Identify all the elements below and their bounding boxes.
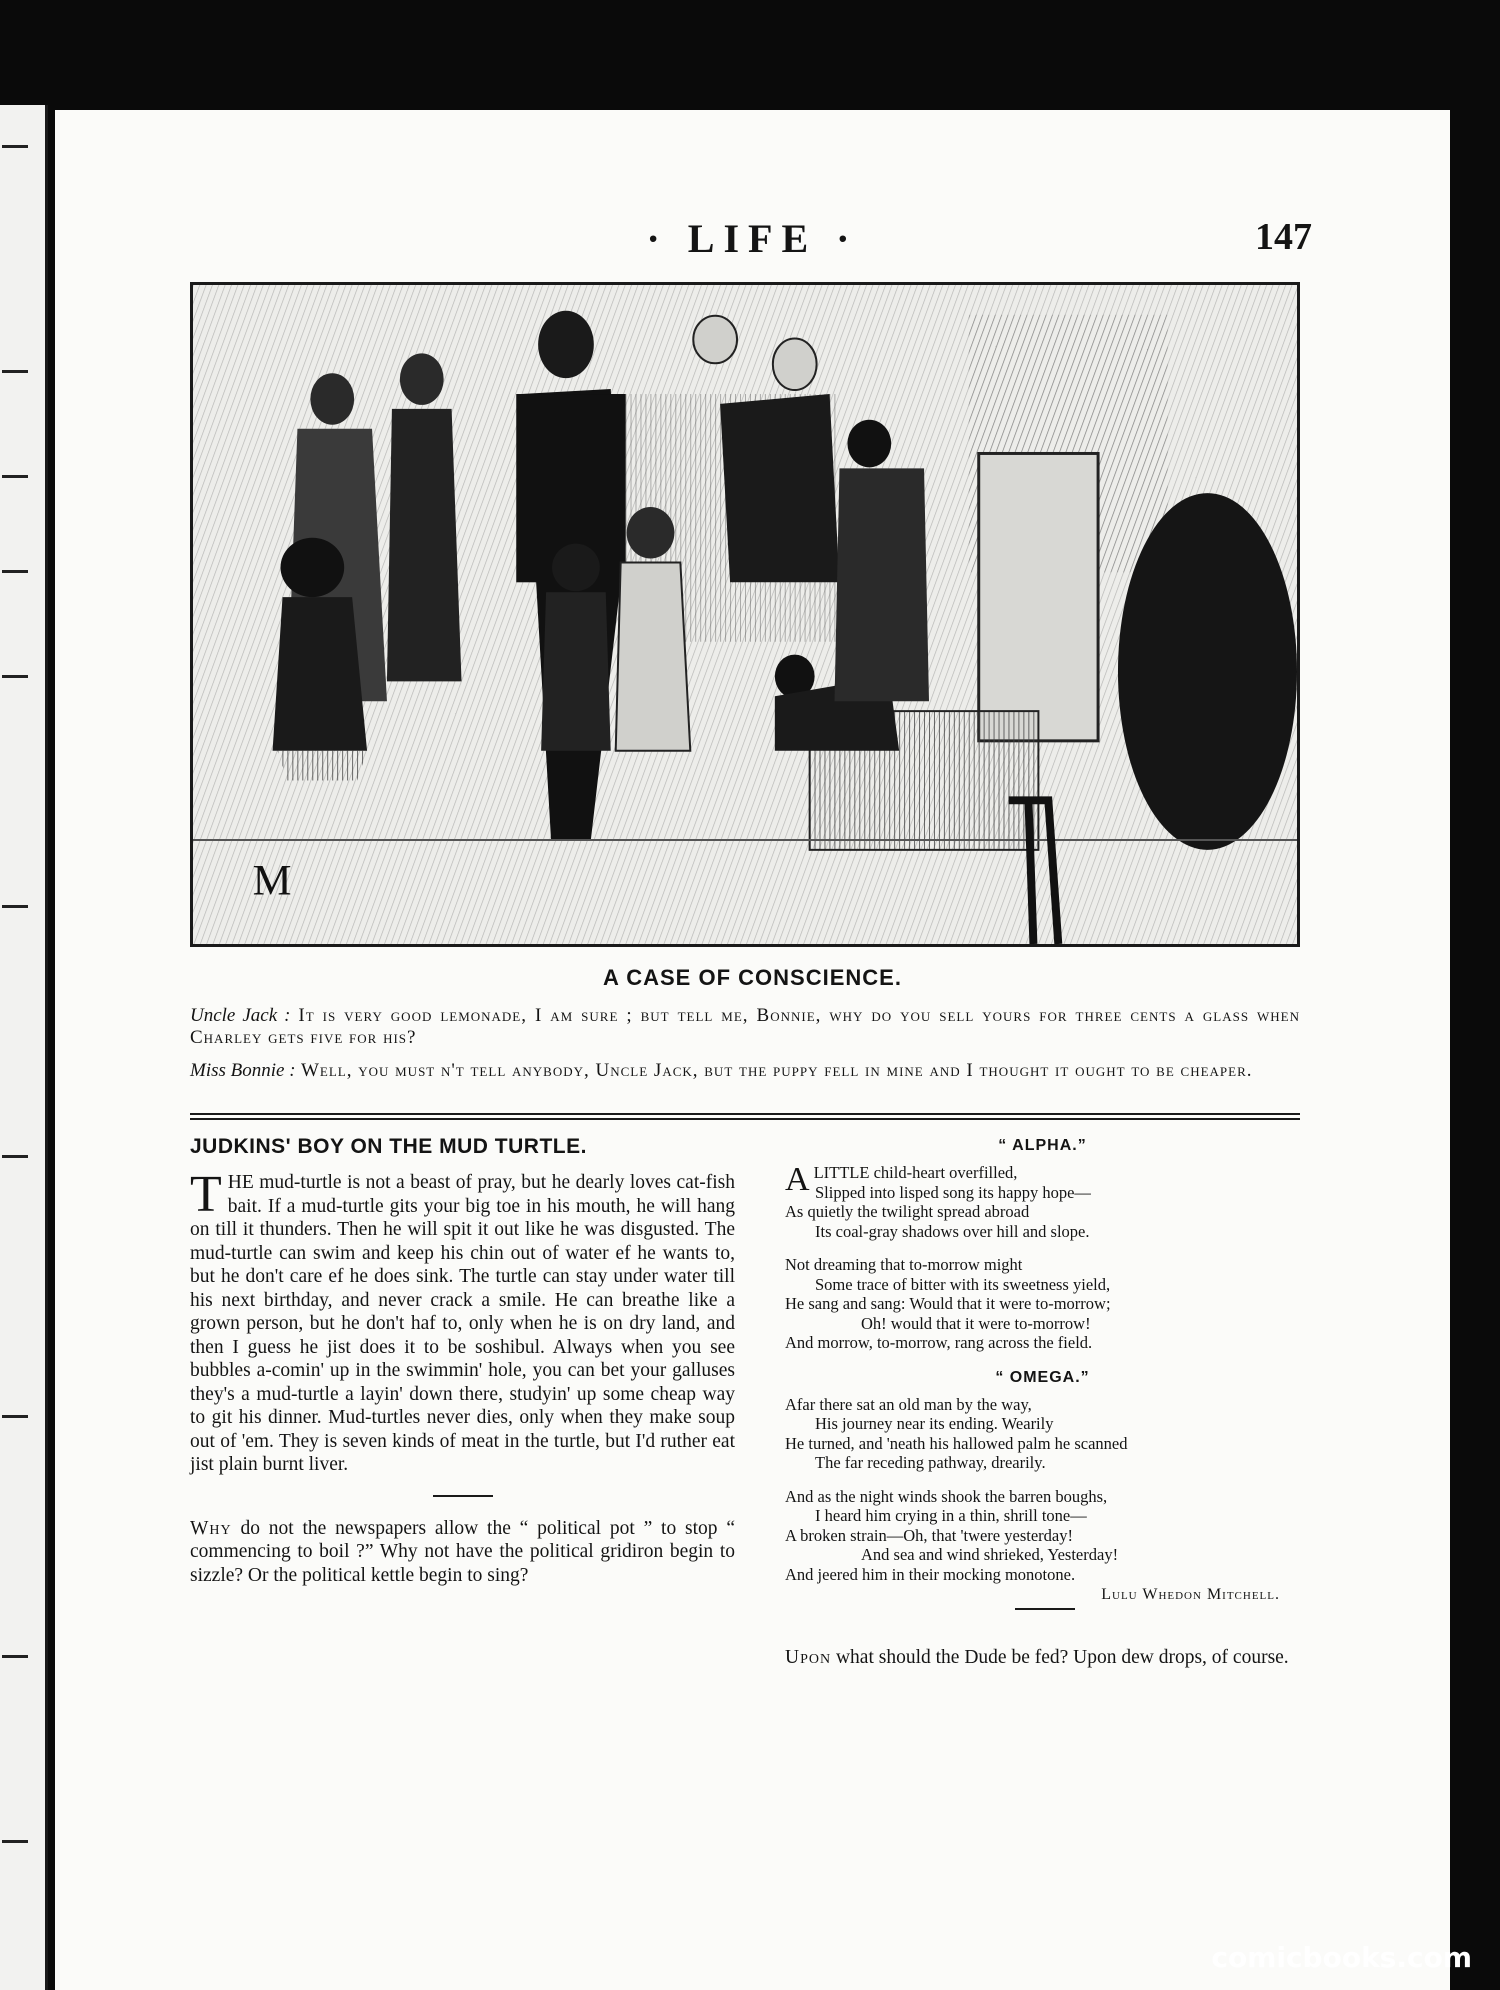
article-body <box>190 1166 735 1477</box>
poem-line: Its coal-gray shadows over hill and slope. <box>815 1221 1090 1241</box>
poem-line: Slipped into lisped song its happy hope— <box>815 1182 1091 1202</box>
poem-drop-cap: A <box>785 1161 810 1198</box>
poem-line: Not dreaming that to-morrow might <box>785 1255 1023 1274</box>
cartoon-title: A CASE OF CONSCIENCE. <box>603 965 902 990</box>
right-column <box>785 1135 1300 1670</box>
note-text: what should the Dude be fed? Upon dew drops, of course. <box>831 1647 1289 1668</box>
poem-title-alpha: “ ALPHA.” <box>998 1137 1087 1154</box>
page-number: 147 <box>1255 216 1312 258</box>
speaker-miss-bonnie: Miss Bonnie : <box>190 1060 296 1081</box>
dialogue-miss-bonnie <box>190 1060 1300 1082</box>
poem-line: ALITTLE child-heart overfilled, <box>785 1161 1018 1198</box>
paragraph-text: do not the newspapers allow the “ political pot ” to stop “ commencing to boil ?” Why not have the political gridiron begin to sizzle? Or the political kettle begin to sing? <box>190 1517 735 1586</box>
poem-line: And jeered him in their mocking monotone. <box>785 1564 1076 1584</box>
poem-line: And sea and wind shrieked, Yesterday! <box>861 1545 1119 1564</box>
stanza-gap <box>785 1353 1300 1367</box>
poem-line: I heard him crying in a thin, shrill tone— <box>815 1506 1087 1525</box>
speaker-uncle-jack: Uncle Jack : <box>190 1005 291 1026</box>
left-column <box>190 1135 735 1587</box>
illustration-drawing <box>193 285 1297 944</box>
binding-mark <box>2 1840 28 1843</box>
note-lead: Upon <box>785 1647 832 1668</box>
site-watermark: comicbooks.com <box>1211 1941 1472 1974</box>
left-page-edge <box>0 105 48 1990</box>
poem-line: A broken strain—Oh, that 'twere yesterday! <box>785 1525 1073 1545</box>
artist-signature: M <box>252 856 292 905</box>
binding-mark <box>2 145 28 148</box>
poem-alpha <box>785 1163 1300 1353</box>
poem-line: He sang and sang: Would that it were to-morrow; <box>785 1294 1111 1313</box>
magazine-page <box>55 110 1450 1990</box>
dialogue-text: Well, you must n't tell anybody, Uncle Jack, but the puppy fell in mine and I thought it ought to be cheaper. <box>295 1060 1253 1081</box>
dude-note <box>785 1646 1300 1670</box>
section-divider <box>190 1113 1300 1115</box>
poem-line: Some trace of bitter with its sweetness yield, <box>815 1274 1111 1294</box>
poem-line: Afar there sat an old man by the way, <box>785 1394 1032 1414</box>
article-title: JUDKINS' BOY ON THE MUD TURTLE. <box>190 1135 587 1158</box>
masthead: · LIFE · <box>646 216 859 261</box>
paragraph-lead: Why <box>190 1517 232 1539</box>
drop-cap: T <box>190 1166 222 1223</box>
binding-mark <box>2 475 28 478</box>
section-divider <box>190 1118 1300 1120</box>
cartoon-illustration <box>190 282 1300 947</box>
poem-title-omega: “ OMEGA.” <box>995 1368 1090 1386</box>
poem-omega <box>785 1395 1300 1605</box>
binding-mark <box>2 570 28 573</box>
short-rule <box>433 1495 493 1497</box>
binding-mark <box>2 675 28 678</box>
poem-line: And as the night winds shook the barren boughs, <box>785 1486 1108 1506</box>
binding-mark <box>2 370 28 373</box>
poem-line: And morrow, to-morrow, rang across the field. <box>785 1333 1093 1352</box>
article-text: HE mud-turtle is not a beast of pray, but he dearly loves cat-fish bait. If a mud-turtle gits your big toe in his mouth, he will hang on till it thunders. Then he will spit it out like he was disgusted. The mud-turtle can swim and keep his chin out of water ef he wants to, but he don't care ef he does sink. The turtle can stay under water till his next birthday, and never crack a smile. He can breathe like a grown person, but he don't haf to, only when he is on dry land, and then I guess he jist does it to be soshibul. Always when you see bubbles a-comin' up in the swimmin' hole, you can bet your galluses they's a mud-turtle a layin' down there, studyin' up some cheap way to git his dinner. Mud-turtles never dies, only when they make soup out of 'em. They is seven kinds of meat in the turtle, but I'd ruther eat jist plain burnt liver. <box>190 1172 735 1475</box>
political-paragraph <box>190 1517 735 1588</box>
stanza-gap <box>785 1241 1300 1255</box>
poem-signature: Lulu Whedon Mitchell. <box>1101 1586 1280 1603</box>
poem-line: He turned, and 'neath his hallowed palm he scanned <box>785 1433 1128 1453</box>
dialogue-text: It is very good lemonade, I am sure ; but tell me, Bonnie, why do you sell yours for three cents a glass when Charley gets five for his? <box>190 1005 1301 1048</box>
poem-line: His journey near its ending. Wearily <box>815 1414 1054 1433</box>
poem-line: As quietly the twilight spread abroad <box>785 1202 1030 1221</box>
poem-line: Oh! would that it were to-morrow! <box>861 1313 1091 1333</box>
binding-mark <box>2 1155 28 1158</box>
poem-line: The far receding pathway, drearily. <box>815 1453 1046 1472</box>
dialogue-uncle-jack <box>190 1005 1300 1049</box>
binding-mark <box>2 905 28 908</box>
binding-mark <box>2 1655 28 1658</box>
stanza-gap <box>785 1473 1300 1487</box>
short-rule <box>1015 1608 1075 1610</box>
binding-mark <box>2 1415 28 1418</box>
